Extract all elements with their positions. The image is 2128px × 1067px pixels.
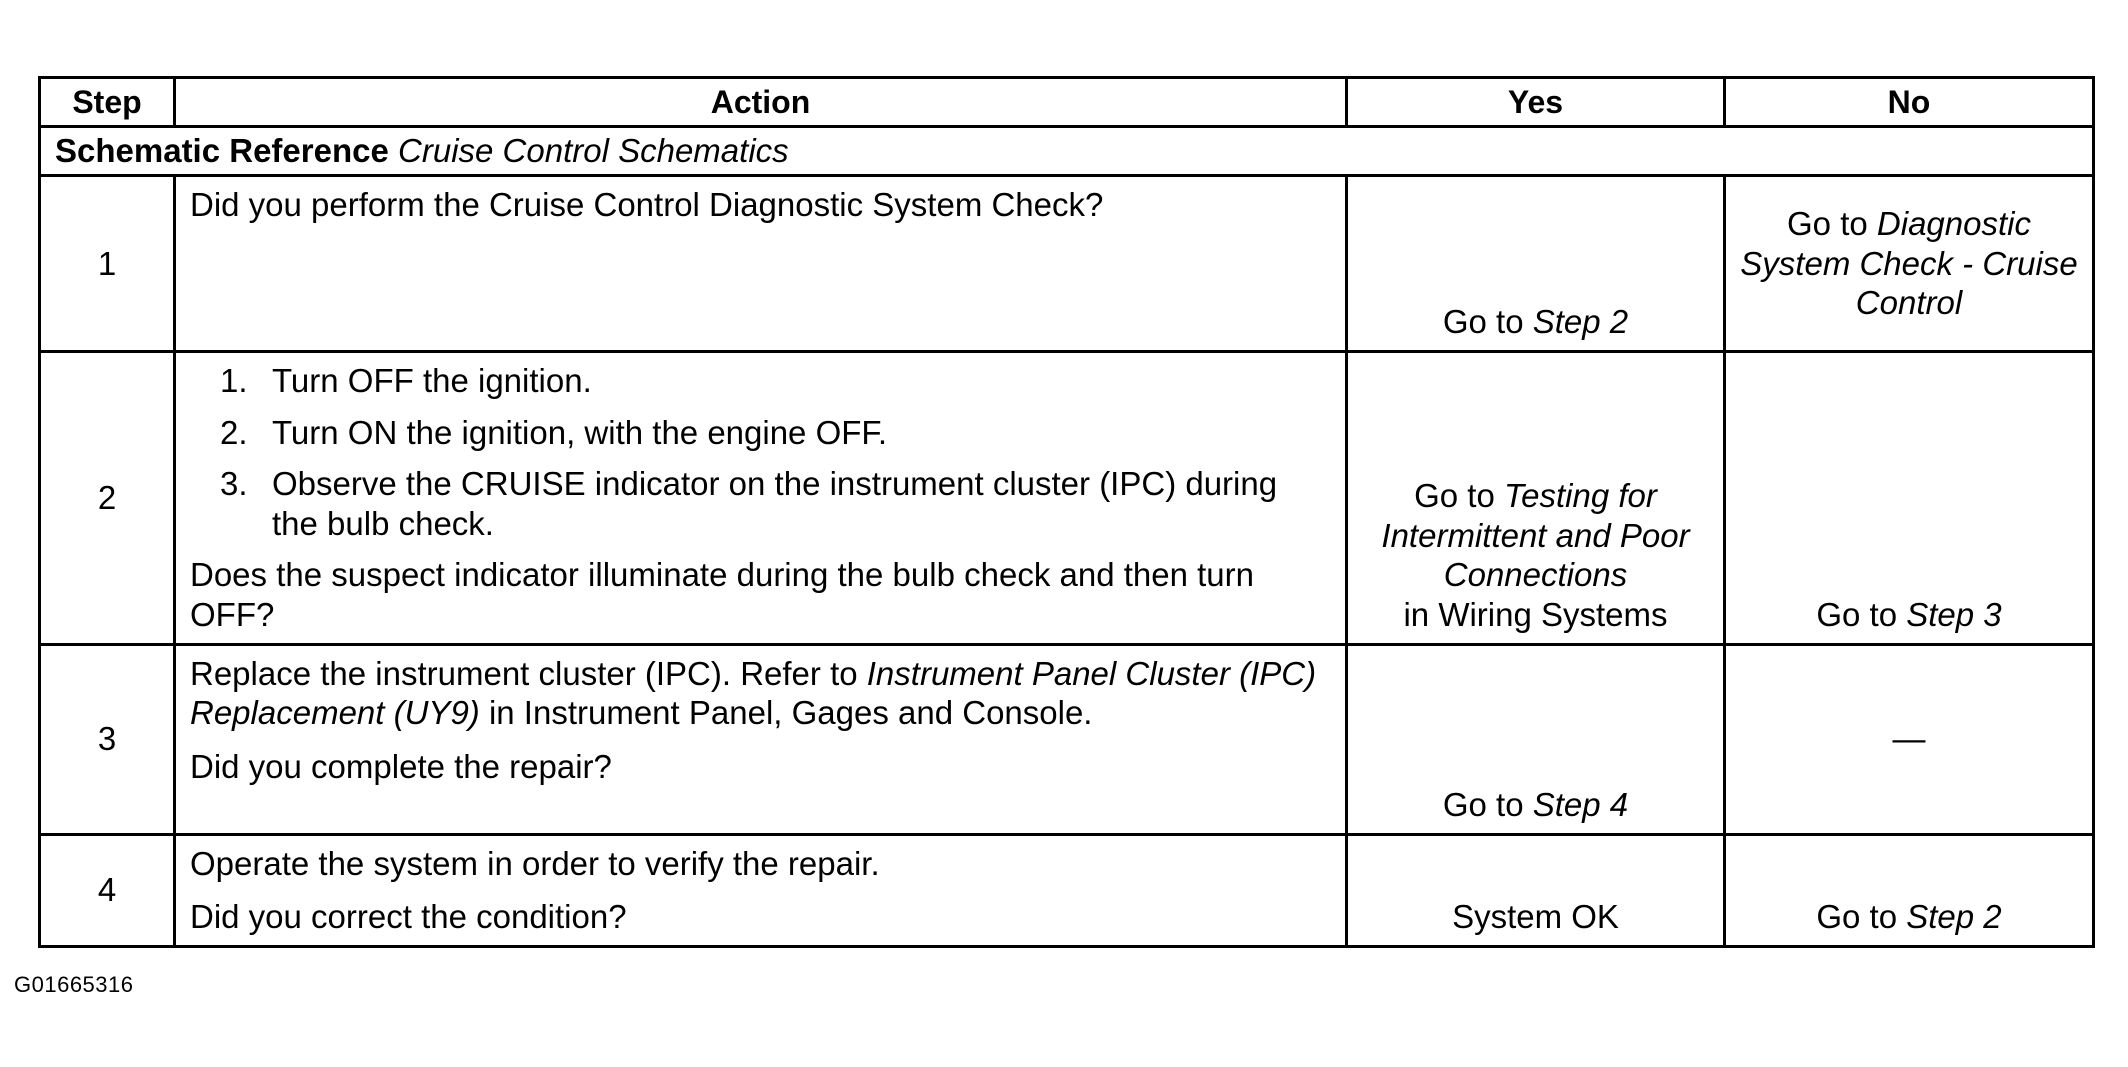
no-prefix: Go to (1787, 205, 1868, 243)
step-number: 3 (40, 644, 175, 834)
diagnostic-table (38, 76, 2095, 948)
action-reference-link[interactable]: Instrument Panel Cluster (IPC) Replacement (UY9) (190, 654, 1317, 732)
no-link[interactable]: Step 3 (1906, 595, 2002, 633)
no-cell (1725, 352, 2094, 645)
yes-prefix: Go to (1442, 303, 1524, 341)
action-cell (175, 834, 1347, 946)
step-number: 4 (40, 834, 175, 946)
action-question: Did you complete the repair? (190, 747, 612, 785)
header-no: No (1725, 78, 2094, 127)
no-prefix: Go to (1816, 595, 1898, 633)
yes-link[interactable]: Step 2 (1532, 303, 1629, 341)
no-cell (1725, 644, 2094, 834)
action-list-item (190, 361, 1331, 401)
action-text-after: in Instrument Panel, Gages and Console. (488, 694, 1093, 732)
schematic-reference-row (40, 127, 2094, 176)
list-item-number: 2. (220, 413, 248, 451)
table-row (40, 644, 2094, 834)
action-list-item (190, 413, 1331, 453)
action-cell (175, 352, 1347, 645)
schematic-reference-link[interactable]: Cruise Control Schematics (398, 132, 789, 170)
step-number: 1 (40, 176, 175, 352)
schematic-reference-cell (40, 127, 2094, 176)
table-row (40, 352, 2094, 645)
action-list-item (190, 464, 1331, 543)
list-item-text: Turn ON the ignition, with the engine OFF. (272, 413, 888, 451)
action-text-before: Replace the instrument cluster (IPC). Refer to (190, 654, 858, 692)
action-question: Did you perform the Cruise Control Diagnostic System Check? (190, 186, 1104, 223)
table-row (40, 176, 2094, 352)
list-item-text: Observe the CRUISE indicator on the instrument cluster (IPC) during the bulb check. (272, 465, 1278, 542)
no-dash: — (1892, 720, 1926, 758)
action-cell (175, 176, 1347, 352)
no-prefix: Go to (1816, 898, 1898, 936)
list-item-number: 3. (220, 465, 248, 503)
action-instruction: Operate the system in order to verify the repair. (190, 844, 880, 882)
yes-prefix: Go to (1414, 477, 1495, 515)
no-cell (1725, 834, 2094, 946)
schematic-reference-label: Schematic Reference (55, 132, 389, 170)
header-action: Action (175, 78, 1347, 127)
action-instruction (190, 654, 1331, 733)
figure-id-caption: G01665316 (14, 972, 134, 997)
list-item-text: Turn OFF the ignition. (272, 362, 592, 399)
yes-text: System OK (1452, 898, 1619, 936)
action-question: Did you correct the condition? (190, 898, 627, 936)
header-step: Step (40, 78, 175, 127)
yes-cell (1347, 176, 1725, 352)
no-link[interactable]: Step 2 (1906, 898, 2002, 936)
header-row (40, 78, 2094, 127)
no-cell (1725, 176, 2094, 352)
no-link[interactable]: Diagnostic System Check - Cruise Control (1740, 205, 2078, 322)
yes-suffix: in Wiring Systems (1403, 595, 1668, 633)
list-item-number: 1. (220, 362, 248, 399)
header-yes: Yes (1347, 78, 1725, 127)
yes-prefix: Go to (1442, 785, 1524, 823)
yes-cell (1347, 352, 1725, 645)
yes-cell (1347, 834, 1725, 946)
yes-link[interactable]: Step 4 (1532, 785, 1629, 823)
yes-link[interactable]: Testing for Intermittent and Poor Connections (1381, 477, 1690, 594)
step-number: 2 (40, 352, 175, 645)
action-question: Does the suspect indicator illuminate during the bulb check and then turn OFF? (190, 556, 1254, 633)
action-cell (175, 644, 1347, 834)
table-row (40, 834, 2094, 946)
yes-cell (1347, 644, 1725, 834)
